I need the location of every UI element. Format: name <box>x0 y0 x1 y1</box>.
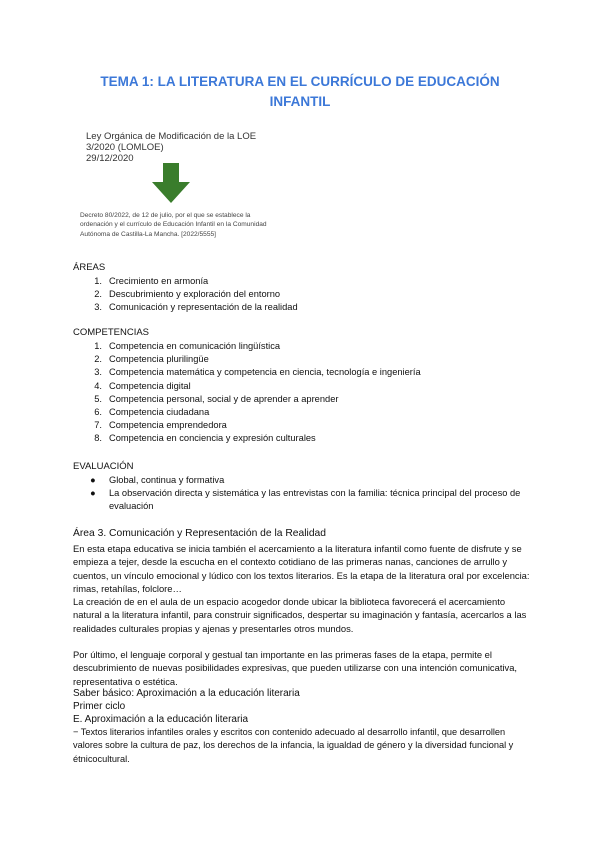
list-number: 3. <box>94 367 102 378</box>
list-number: 4. <box>94 380 102 391</box>
list-number: 3. <box>94 302 102 313</box>
list-item <box>88 393 421 406</box>
list-item <box>88 432 421 445</box>
areas-heading: ÁREAS <box>73 262 106 273</box>
bullet-icon: ● <box>90 488 96 499</box>
title-line-1: TEMA 1: LA LITERATURA EN EL CURRÍCULO DE EDUCACIÓN <box>100 74 500 89</box>
list-text: Crecimiento en armonía <box>109 276 209 286</box>
list-text: Competencia en conciencia y expresión culturales <box>109 433 316 444</box>
decree-line-2: ordenación y el currículo de Educación Infantil en la Comunidad <box>80 221 267 229</box>
decree-reference <box>80 211 300 239</box>
list-item <box>88 275 298 288</box>
list-text: Competencia en comunicación lingüística <box>109 341 281 351</box>
arrow-down-icon <box>152 163 190 203</box>
list-text: Comunicación y representación de la realidad <box>109 302 298 313</box>
area3-paragraph-2: La creación de en el aula de un espacio acogedor donde ubicar la biblioteca favorecerá el acercamiento natural a la literatura infantil, para construir significados, despertar su imaginación y fantasía, acercarlos a las realidades culturales propias y ajenas y presentarles otros mundos. <box>73 596 527 634</box>
list-number: 5. <box>94 393 102 404</box>
list-text: Descubrimiento y exploración del entorno <box>109 289 281 300</box>
list-number: 6. <box>94 407 102 418</box>
primer-ciclo-line: Primer ciclo <box>73 701 126 712</box>
saber-basico-line: Saber básico: Aproximación a la educación literaria <box>73 688 300 699</box>
law-line-3: 29/12/2020 <box>86 153 134 164</box>
list-item <box>88 353 421 366</box>
list-text: Global, continua y formativa <box>109 475 225 485</box>
areas-list <box>88 275 298 315</box>
list-item <box>88 380 421 393</box>
list-item <box>88 474 528 487</box>
evaluacion-list <box>88 474 528 514</box>
competencias-heading: COMPETENCIAS <box>73 327 150 338</box>
list-item <box>88 406 421 419</box>
area3-paragraph-3: Por último, el lenguaje corporal y gestual tan importante en las primeras fases de la etapa, permite el descubrimiento de nuevas posibilidades expresivas, que pueden utilizarse con una intención comunicativa, representativa o estética. <box>73 649 518 687</box>
e-text-paragraph: − Textos literarios infantiles orales y escritos con contenido adecuado al desarrollo infantil, que desarrollen valores sobre la cultura de paz, los derechos de la infancia, la igualdad de género y la diversidad funcional y étnicocultural. <box>73 727 514 764</box>
list-number: 1. <box>94 341 102 351</box>
list-text: Competencia ciudadana <box>109 407 210 418</box>
list-text: Competencia plurilingüe <box>109 354 209 365</box>
list-item <box>88 419 421 432</box>
list-item <box>88 301 298 314</box>
decree-line-3: Autónoma de Castilla-La Mancha. [2022/5555] <box>80 230 216 238</box>
list-text: Competencia matemática y competencia en ciencia, tecnología e ingeniería <box>109 367 421 378</box>
list-number: 2. <box>94 289 102 300</box>
list-number: 8. <box>94 433 102 444</box>
law-line-1: Ley Orgánica de Modificación de la LOE <box>86 131 257 142</box>
evaluacion-heading: EVALUACIÓN <box>73 461 134 472</box>
list-item <box>88 366 421 379</box>
e-heading-line: E. Aproximación a la educación literaria <box>73 714 249 725</box>
list-text: La observación directa y sistemática y las entrevistas con la familia: técnica principal del proceso de evaluación <box>109 488 521 512</box>
list-number: 2. <box>94 354 102 365</box>
area3-title: Área 3. Comunicación y Representación de la Realidad <box>73 528 326 539</box>
law-reference <box>86 131 256 164</box>
list-text: Competencia emprendedora <box>109 420 227 431</box>
decree-line-1: Decreto 80/2022, de 12 de julio, por el que se establece la <box>80 212 251 219</box>
list-item <box>88 487 528 513</box>
area3-paragraph-1: En esta etapa educativa se inicia también el acercamiento a la literatura infantil como fuente de disfrute y se empieza a tejer, desde la escucha en el contexto cotidiano de las primeras nanas, canciones de arrullo y cuentos, un vínculo emocional y lúdico con los textos literarios. Es la etapa de la literatura oral por excelencia: rimas, retahílas, folclore… <box>73 543 530 594</box>
title-line-2: INFANTIL <box>269 94 331 109</box>
list-number: 7. <box>94 420 102 431</box>
law-line-2: 3/2020 (LOMLOE) <box>86 142 164 153</box>
list-item <box>88 340 421 353</box>
bullet-icon: ● <box>90 475 96 485</box>
list-text: Competencia digital <box>109 380 191 391</box>
page-title <box>60 72 540 112</box>
list-text: Competencia personal, social y de aprender a aprender <box>109 393 339 404</box>
competencias-list <box>88 340 421 446</box>
list-item <box>88 288 298 301</box>
list-number: 1. <box>94 276 102 286</box>
